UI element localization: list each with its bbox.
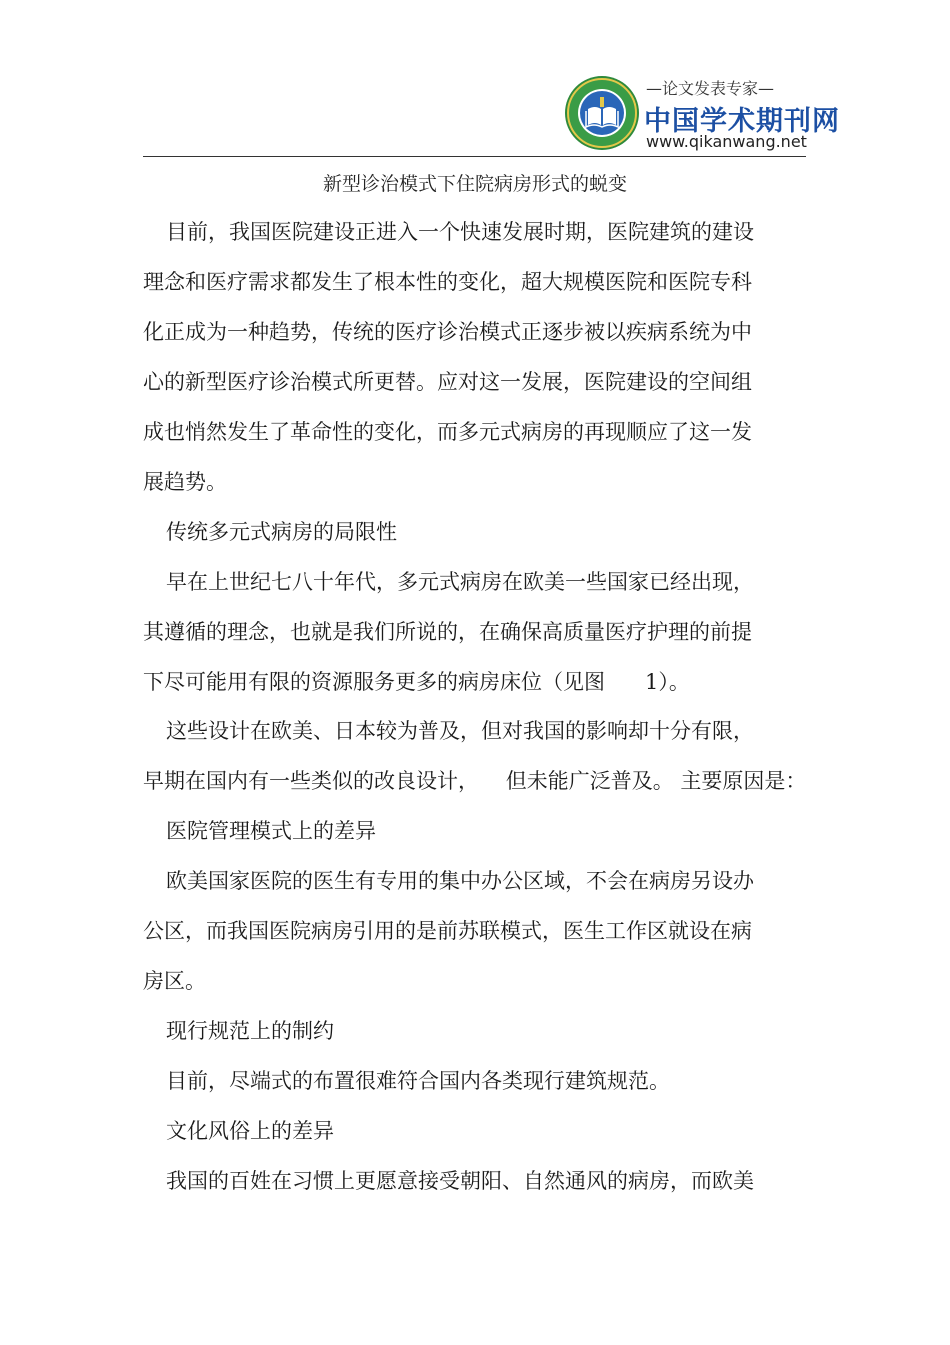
paragraph-line: 下尽可能用有限的资源服务更多的病房床位（见图 1）。 [143,670,690,694]
paragraph-line: 这些设计在欧美、日本较为普及，但对我国的影响却十分有限， [166,719,754,743]
section-heading: 医院管理模式上的差异 [166,819,376,843]
paragraph-line: 早期在国内有一些类似的改良设计， 但未能广泛普及。 主要原因是： [143,769,807,793]
paragraph-line: 化正成为一种趋势，传统的医疗诊治模式正逐步被以疾病系统为中 [143,320,752,344]
paragraph-line: 理念和医疗需求都发生了根本性的变化，超大规模医院和医院专科 [143,270,752,294]
seal-icon [564,75,640,151]
header-divider [143,156,806,157]
paragraph-line: 公区，而我国医院病房引用的是前苏联模式，医生工作区就设在病 [143,919,752,943]
paragraph-line: 成也悄然发生了革命性的变化，而多元式病房的再现顺应了这一发 [143,420,752,444]
paragraph-line: 心的新型医疗诊治模式所更替。应对这一发展，医院建设的空间组 [143,370,752,394]
section-heading: 文化风俗上的差异 [166,1119,334,1143]
logo-url[interactable]: www.qikanwang.net [646,132,807,151]
logo-slogan: —论文发表专家— [646,79,775,98]
paragraph-line: 目前，我国医院建设正进入一个快速发展时期，医院建筑的建设 [166,220,754,244]
section-heading: 传统多元式病房的局限性 [166,520,397,544]
logo-name: 中国学术期刊网 [644,106,840,137]
paragraph-line: 早在上世纪七八十年代，多元式病房在欧美一些国家已经出现， [166,570,754,594]
journal-logo[interactable] [562,72,840,154]
paragraph-line: 目前，尽端式的布置很难符合国内各类现行建筑规范。 [166,1069,670,1093]
paragraph-line: 我国的百姓在习惯上更愿意接受朝阳、自然通风的病房，而欧美 [166,1169,754,1193]
section-heading: 现行规范上的制约 [166,1019,334,1043]
document-title: 新型诊治模式下住院病房形式的蜕变 [322,173,627,195]
paragraph-line: 欧美国家医院的医生有专用的集中办公区域，不会在病房另设办 [166,869,754,893]
paragraph-line: 其遵循的理念，也就是我们所说的，在确保高质量医疗护理的前提 [143,620,752,644]
paragraph-line: 房区。 [143,969,206,993]
paragraph-line: 展趋势。 [143,470,227,494]
